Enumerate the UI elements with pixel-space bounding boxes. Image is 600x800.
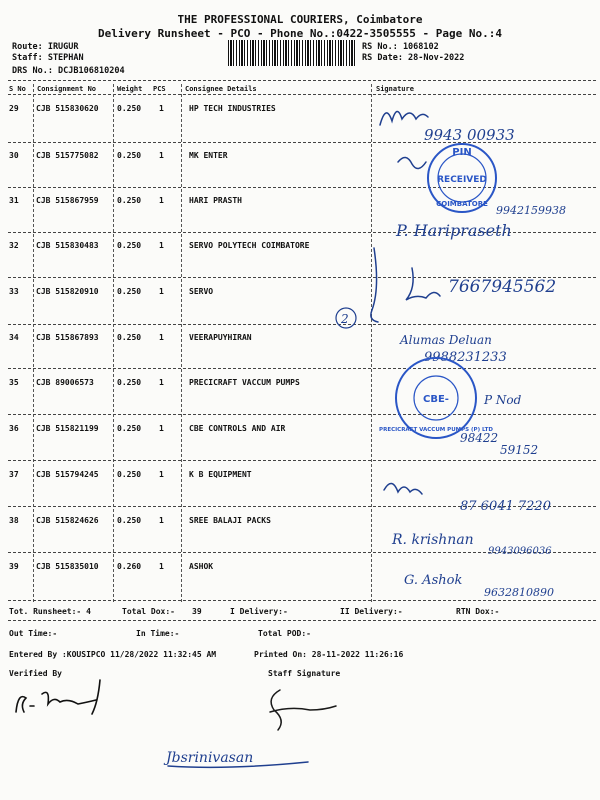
printed-on: Printed On: 28-11-2022 11:26:16 <box>254 650 404 659</box>
row-pcs: 1 <box>159 470 164 479</box>
total-dox-label: Total Dox:- <box>122 607 175 616</box>
stamp-city-text: COIMBATORE <box>436 200 488 208</box>
row-pcs: 1 <box>159 104 164 113</box>
row-pcs: 1 <box>159 378 164 387</box>
handwritten-phone: 7667945562 <box>448 277 557 297</box>
row-weight: 0.250 <box>117 104 142 113</box>
document-title: THE PROFESSIONAL COURIERS, Coimbatore <box>177 13 423 26</box>
row-consignment-no: CJB 515821199 <box>36 424 99 433</box>
row-sno: 33 <box>9 287 19 296</box>
row-pcs: 1 <box>159 287 164 296</box>
total-dox-value: 39 <box>192 607 202 616</box>
row-consignment-no: CJB 515824626 <box>36 516 99 525</box>
stamp-ring-text: PRECICRAFT VACCUM PUMPS (P) LTD <box>379 427 493 433</box>
handwritten-phone: 9942159938 <box>496 204 566 217</box>
column-header-pcs: PCS <box>153 85 166 93</box>
handwritten-phone: 59152 <box>500 443 539 457</box>
signature-scribble <box>384 483 422 494</box>
row-sno: 29 <box>9 104 19 113</box>
drs-number: DRS No.: DCJB106810204 <box>12 66 125 76</box>
bottom-handwritten-signature: Jbsrinivasan <box>166 750 254 766</box>
row-consignee: K B EQUIPMENT <box>189 470 252 479</box>
row-consignment-no: CJB 515830620 <box>36 104 99 113</box>
staff-label: Staff: STEPHAN <box>12 53 84 63</box>
row-weight: 0.250 <box>117 378 142 387</box>
row-pcs: 1 <box>159 151 164 160</box>
column-header-weight: Weight <box>117 85 143 93</box>
handwritten-name: P Nod <box>484 393 522 407</box>
signature-scribble <box>380 111 428 125</box>
handwritten-phone: 98422 <box>460 431 499 445</box>
row-consignee: ASHOK <box>189 562 214 571</box>
rtn-dox-label: RTN Dox:- <box>456 607 500 616</box>
row-consignee: VEERAPUYHIRAN <box>189 333 252 342</box>
rs-number: RS No.: 1068102 <box>362 42 439 52</box>
staff-signature <box>270 690 336 730</box>
handwritten-phone: 9943 00933 <box>424 126 515 144</box>
column-header-sno: S No <box>9 85 26 93</box>
row-weight: 0.250 <box>117 241 142 250</box>
row-consignee: CBE CONTROLS AND AIR <box>189 424 286 433</box>
i-delivery-label: I Delivery:- <box>230 607 288 616</box>
received-stamp <box>428 144 496 212</box>
document-subtitle: Delivery Runsheet - PCO - Phone No.:0422-3505555 - Page No.:4 <box>98 27 502 40</box>
signature-scribble <box>406 268 440 300</box>
row-sno: 38 <box>9 516 19 525</box>
row-weight: 0.250 <box>117 424 142 433</box>
row-consignee: PRECICRAFT VACCUM PUMPS <box>189 378 300 387</box>
row-sno: 34 <box>9 333 19 342</box>
out-time-label: Out Time:- <box>9 629 58 638</box>
row-consignment-no: CJB 515794245 <box>36 470 99 479</box>
entered-by: Entered By :KOUSIPCO 11/28/2022 11:32:45 AM <box>9 650 217 659</box>
row-sno: 37 <box>9 470 19 479</box>
company-stamp <box>379 358 493 438</box>
staff-signature-label: Staff Signature <box>268 669 341 678</box>
row-weight: 0.250 <box>117 333 142 342</box>
row-sno: 32 <box>9 241 19 250</box>
row-consignee: SERVO POLYTECH COIMBATORE <box>189 241 310 250</box>
signature-scribble <box>398 157 426 168</box>
handwritten-phone: 9943096036 <box>488 546 552 557</box>
row-pcs: 1 <box>159 241 164 250</box>
handwritten-phone: 87 6041 7220 <box>460 499 551 514</box>
row-pcs: 1 <box>159 424 164 433</box>
pen-stroke <box>371 248 378 322</box>
row-sno: 31 <box>9 196 19 205</box>
row-consignment-no: CJB 515775082 <box>36 151 99 160</box>
row-weight: 0.250 <box>117 151 142 160</box>
row-consignee: HP TECH INDUSTRIES <box>189 104 276 113</box>
handwritten-name: R. krishnan <box>392 532 474 548</box>
row-consignment-no: CJB 515820910 <box>36 287 99 296</box>
row-pcs: 1 <box>159 333 164 342</box>
stamp-pin-text: PIN <box>452 147 472 158</box>
stamp-cbe-text: CBE- <box>423 394 449 405</box>
handwritten-phone: 9988231233 <box>424 350 507 365</box>
handwritten-name: P. Haripraseth <box>396 221 512 240</box>
handwritten-name: G. Ashok <box>404 573 463 588</box>
verified-by-signature <box>16 680 100 714</box>
row-consignee: SREE BALAJI PACKS <box>189 516 271 525</box>
row-consignee: SERVO <box>189 287 214 296</box>
row-consignee: MK ENTER <box>189 151 228 160</box>
row-consignment-no: CJB 515835010 <box>36 562 99 571</box>
column-header-consignment: Consignment No <box>37 85 97 93</box>
row-consignee: HARI PRASTH <box>189 196 242 205</box>
total-pod-label: Total POD:- <box>258 629 311 638</box>
circled-number: 2 <box>341 312 349 326</box>
row-sno: 36 <box>9 424 19 433</box>
handwritten-name: Alumas Deluan <box>400 333 492 347</box>
column-header-consignee: Consignee Details <box>185 85 257 93</box>
row-weight: 0.250 <box>117 196 142 205</box>
in-time-label: In Time:- <box>136 629 180 638</box>
row-weight: 0.260 <box>117 562 142 571</box>
total-runsheet: Tot. Runsheet:- 4 <box>9 607 91 616</box>
row-weight: 0.250 <box>117 287 142 296</box>
route-label: Route: IRUGUR <box>12 42 79 52</box>
stamp-received-text: RECEIVED <box>437 175 487 185</box>
row-consignment-no: CJB 515830483 <box>36 241 99 250</box>
row-sno: 39 <box>9 562 19 571</box>
verified-by-label: Verified By <box>9 669 62 678</box>
row-consignment-no: CJB 515867959 <box>36 196 99 205</box>
row-weight: 0.250 <box>117 470 142 479</box>
rs-date: RS Date: 28-Nov-2022 <box>362 53 465 63</box>
row-weight: 0.250 <box>117 516 142 525</box>
row-sno: 30 <box>9 151 19 160</box>
row-consignment-no: CJB 515867893 <box>36 333 99 342</box>
row-pcs: 1 <box>159 562 164 571</box>
row-consignment-no: CJB 89006573 <box>36 378 94 387</box>
row-pcs: 1 <box>159 516 164 525</box>
row-pcs: 1 <box>159 196 164 205</box>
handwritten-phone: 9632810890 <box>484 586 554 599</box>
row-sno: 35 <box>9 378 19 387</box>
column-header-signature: Signature <box>376 85 414 93</box>
ii-delivery-label: II Delivery:- <box>340 607 403 616</box>
